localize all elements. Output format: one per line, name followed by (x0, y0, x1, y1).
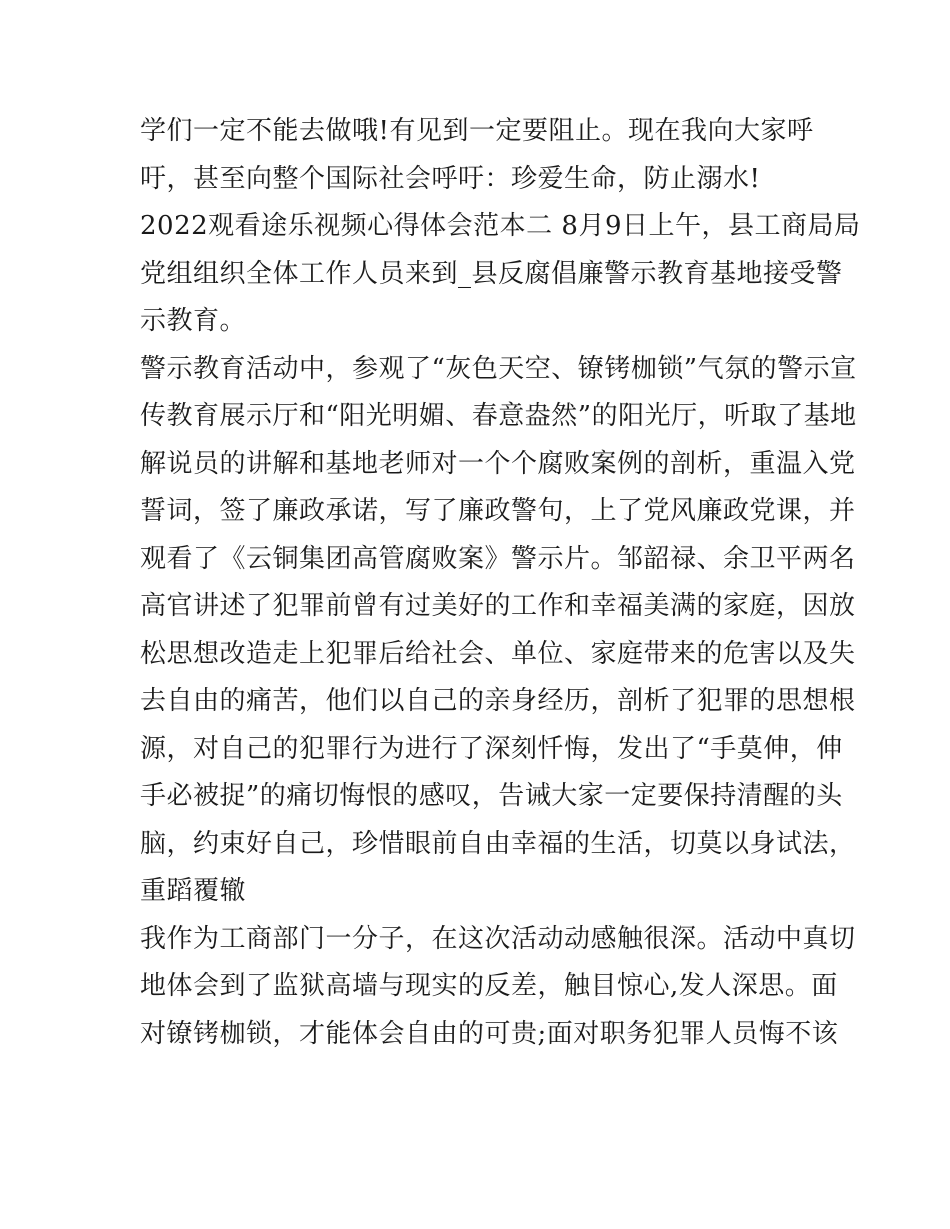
text-line: 去自由的痛苦，他们以自己的亲身经历，剖析了犯罪的思想根 (140, 686, 856, 716)
document-body (140, 108, 861, 1058)
text-line: 地体会到了监狱高墙与现实的反差，触目惊心,发人深思。面 (140, 971, 838, 1001)
text-line: 重蹈覆辙 (140, 876, 247, 906)
text-line: 誓词，签了廉政承诺，写了廉政警句，上了党风廉政党课，并 (140, 496, 856, 526)
text-line: 观看了《云铜集团高管腐败案》警示片。邹韶禄、余卫平两名 (140, 543, 856, 574)
text-line: 警示教育活动中，参观了“灰色天空、镣铐枷锁”气氛的警示宣 (140, 353, 857, 384)
text-line: 示教育。 (140, 306, 247, 336)
text-line: 我作为工商部门一分子，在这次活动动感触很深。活动中真切 (140, 923, 856, 954)
text-line: 高官讲述了犯罪前曾有过美好的工作和幸福美满的家庭，因放 (140, 591, 856, 621)
text-line: 手必被捉”的痛切悔恨的感叹，告诫大家一定要保持清醒的头 (140, 781, 843, 811)
text-line: 2022观看途乐视频心得体会范本二 8月9日上午，县工商局局 (140, 211, 861, 241)
text-line: 学们一定不能去做哦!有见到一定要阻止。现在我向大家呼 (140, 116, 814, 146)
text-line: 对镣铐枷锁，才能体会自由的可贵;面对职务犯罪人员悔不该 (140, 1018, 839, 1049)
text-line: 松思想改造走上犯罪后给社会、单位、家庭带来的危害以及失 (140, 638, 856, 669)
text-line: 传教育展示厅和“阳光明媚、春意盎然”的阳光厅，听取了基地 (140, 401, 857, 431)
text-line: 源，对自己的犯罪行为进行了深刻忏悔，发出了“手莫伸，伸 (140, 733, 843, 764)
text-line: 吁，甚至向整个国际社会呼吁：珍爱生命，防止溺水! (140, 163, 761, 194)
text-line: 党组组织全体工作人员来到_县反腐倡廉警示教育基地接受警 (140, 258, 843, 289)
text-line: 解说员的讲解和基地老师对一个个腐败案例的剖析，重温入党 (140, 448, 856, 479)
text-line: 脑，约束好自己，珍惜眼前自由幸福的生活，切莫以身试法， (140, 828, 856, 859)
